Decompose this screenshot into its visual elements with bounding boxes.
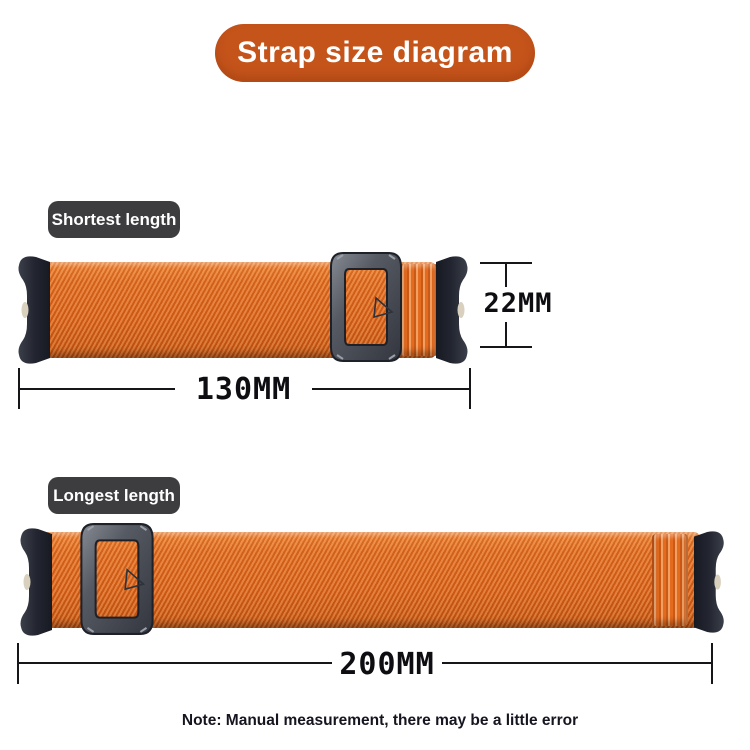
page-title-pill xyxy=(215,24,535,82)
strap-buckle-icon xyxy=(78,521,156,637)
strap-buckle-icon xyxy=(328,250,404,364)
dim-22-bottom-line xyxy=(480,346,532,348)
strap-fold-shortest xyxy=(400,264,438,356)
shortest-length-label: Shortest length xyxy=(51,209,177,229)
dim-200-left-line xyxy=(18,662,332,664)
watch-connector-icon xyxy=(16,526,52,638)
dim-130-right-line xyxy=(312,388,470,390)
longest-length-dimension-label: 200MM xyxy=(339,647,435,682)
watch-connector-icon xyxy=(14,254,50,366)
dim-22-bottom-tick xyxy=(505,322,507,346)
dim-130-right-tick xyxy=(469,368,471,409)
shortest-length-badge xyxy=(48,201,180,238)
longest-length-label: Longest length xyxy=(53,485,175,505)
longest-length-badge xyxy=(48,477,180,514)
measurement-note: Note: Manual measurement, there may be a little error xyxy=(181,712,579,729)
shortest-length-dimension-label: 130MM xyxy=(195,372,292,407)
watch-connector-icon xyxy=(436,254,472,366)
dim-130-left-line xyxy=(19,388,175,390)
width-dimension-label: 22MM xyxy=(483,288,553,319)
dim-200-right-line xyxy=(442,662,712,664)
dim-200-right-tick xyxy=(711,643,713,684)
page-title: Strap size diagram xyxy=(237,36,513,69)
dim-22-top-tick xyxy=(505,263,507,287)
strap-fold-longest xyxy=(652,534,688,626)
watch-connector-icon xyxy=(694,526,728,638)
